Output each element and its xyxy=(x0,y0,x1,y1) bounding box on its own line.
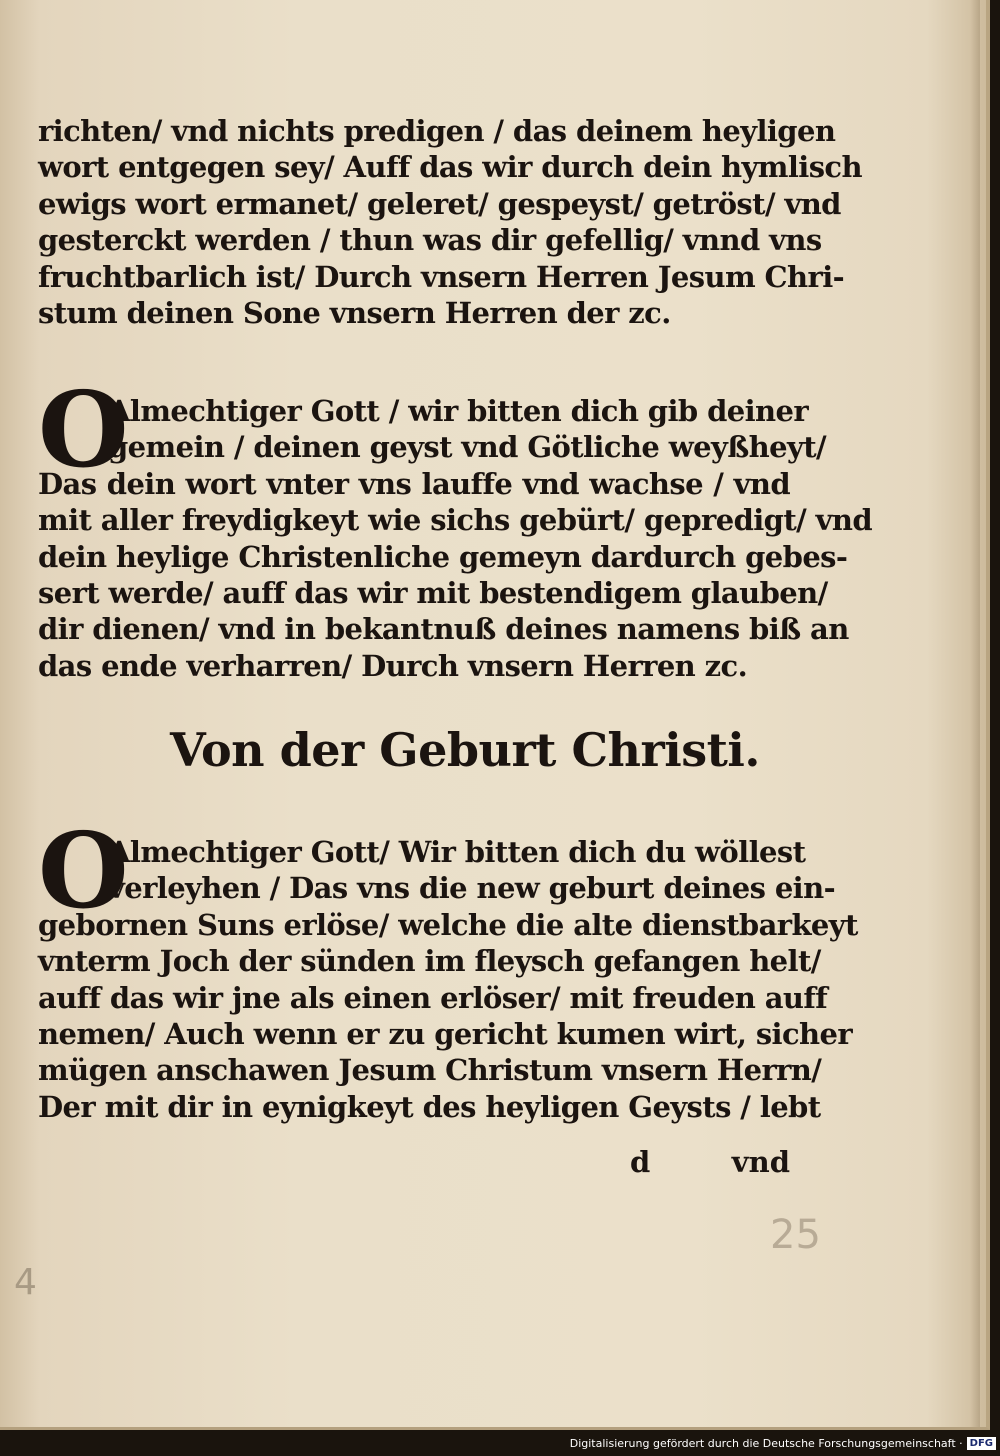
paragraph-3 xyxy=(38,809,858,1125)
text-line: fruchtbarlich ist/ Durch vnsern Herren Jesum Chri- xyxy=(38,259,845,294)
paragraph-2 xyxy=(38,368,873,684)
text-line: richten/ vnd nichts predigen / das deinem heyligen xyxy=(38,114,836,148)
text-line: mit aller freydigkeyt wie sichs gebürt/ gepredigt/ vnd xyxy=(38,503,873,538)
initial-letter: O xyxy=(38,809,129,932)
page-foot xyxy=(38,1144,790,1182)
paragraph-1 xyxy=(38,113,862,331)
text-line: gebornen Suns erlöse/ welche die alte dienstbarkeyt xyxy=(38,907,858,942)
text-line: dein heylige Christenliche gemeyn dardurch gebes- xyxy=(38,539,848,574)
text-line: stum deinen Sone vnsern Herren der zc. xyxy=(38,296,671,331)
pencil-folio-number: 25 xyxy=(770,1212,821,1258)
text-line: Almechtiger Gott/ Wir bitten dich du wöllest xyxy=(108,835,806,869)
text-line: nemen/ Auch wenn er zu gericht kumen wirt, sicher xyxy=(38,1017,853,1052)
text-line: Almechtiger Gott / wir bitten dich gib deiner xyxy=(108,394,809,428)
section-heading: Von der Geburt Christi. xyxy=(170,723,760,777)
text-line: auff das wir jne als einen erlöser/ mit freuden auff xyxy=(38,980,828,1015)
text-line: mügen anschawen Jesum Christum vnsern Herrn/ xyxy=(38,1053,822,1088)
footer-text: Digitalisierung gefördert durch die Deutsche Forschungsgemeinschaft · xyxy=(569,1437,963,1450)
initial-letter: O xyxy=(38,368,129,491)
text-line: verleyhen / Das vns die new geburt deines ein- xyxy=(108,871,836,906)
pencil-margin-mark: 4 xyxy=(14,1262,37,1303)
text-line: Das dein wort vnter vns lauffe vnd wachse / vnd xyxy=(38,466,790,501)
catchword: vnd xyxy=(731,1145,790,1179)
dfg-logo-icon: DFG xyxy=(967,1437,996,1450)
signature-mark: d xyxy=(630,1145,651,1179)
digitization-footer xyxy=(570,1437,996,1450)
text-line: dir dienen/ vnd in bekantnuß deines namens biß an xyxy=(38,612,849,647)
text-line: gemein / deinen geyst vnd Götliche weyßheyt/ xyxy=(108,430,827,465)
text-line: ewigs wort ermanet/ geleret/ gespeyst/ getröst/ vnd xyxy=(38,186,841,221)
text-line: vnterm Joch der sünden im fleysch gefangen helt/ xyxy=(38,944,821,979)
text-line: das ende verharren/ Durch vnsern Herren zc. xyxy=(38,648,748,683)
text-line: sert werde/ auff das wir mit bestendigem glauben/ xyxy=(38,576,828,611)
text-line: Der mit dir in eynigkeyt des heyligen Geysts / lebt xyxy=(38,1089,821,1124)
text-line: wort entgegen sey/ Auff das wir durch dein hymlisch xyxy=(38,150,862,185)
text-line: gesterckt werden / thun was dir gefellig/ vnnd vns xyxy=(38,223,822,258)
